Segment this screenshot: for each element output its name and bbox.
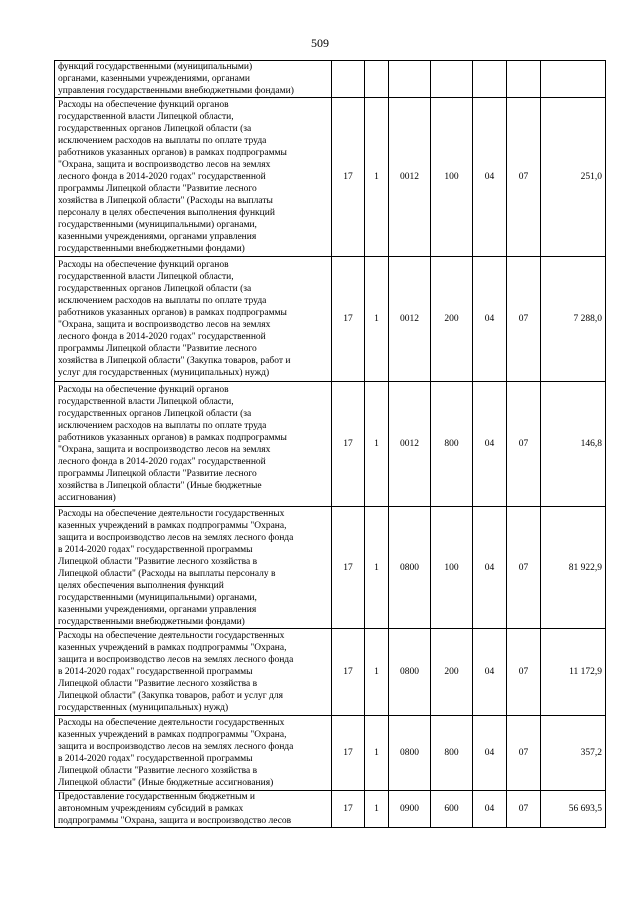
code-cell: 600 — [431, 791, 473, 828]
code-cell — [389, 61, 431, 98]
code-cell: 100 — [431, 98, 473, 257]
code-cell: 100 — [431, 507, 473, 629]
code-cell: 07 — [507, 507, 541, 629]
amount-cell — [541, 61, 606, 98]
code-cell: 04 — [473, 382, 507, 507]
row-description: Расходы на обеспечение функций органов государственной власти Липецкой области, государственных органов Липецкой области (за исключением расходов на выплаты по оплате труда работников указанных органов) в рамках подпрограммы "Охрана, защита и воспроизводство лесов на землях лесного фонда в 2014-2020 годах" государственной программы Липецкой области "Развитие лесного хозяйства в Липецкой области" (Закупка товаров, работ и услуг для государственных (муниципальных) нужд) — [55, 257, 332, 382]
amount-cell: 357,2 — [541, 716, 606, 791]
code-cell: 07 — [507, 629, 541, 716]
code-cell: 200 — [431, 257, 473, 382]
row-description: Расходы на обеспечение деятельности государственных казенных учреждений в рамках подпрограммы "Охрана, защита и воспроизводство лесов на землях лесного фонда в 2014-2020 годах" государственной программы Липецкой области "Развитие лесного хозяйства в Липецкой области" (Закупка товаров, работ и услуг для государственных (муниципальных) нужд) — [55, 629, 332, 716]
table-row — [55, 257, 606, 382]
table-row — [55, 507, 606, 629]
code-cell: 800 — [431, 716, 473, 791]
code-cell: 07 — [507, 257, 541, 382]
code-cell: 17 — [332, 257, 365, 382]
amount-cell: 56 693,5 — [541, 791, 606, 828]
table-row — [55, 716, 606, 791]
row-description: функций государственными (муниципальными) органами, казенными учреждениями, органами управления государственными внебюджетными фондами) — [55, 61, 332, 98]
code-cell: 0900 — [389, 791, 431, 828]
code-cell: 0012 — [389, 257, 431, 382]
code-cell: 04 — [473, 98, 507, 257]
table-row — [55, 629, 606, 716]
code-cell: 07 — [507, 716, 541, 791]
table-row — [55, 98, 606, 257]
code-cell — [473, 61, 507, 98]
code-cell: 0800 — [389, 629, 431, 716]
code-cell: 800 — [431, 382, 473, 507]
code-cell: 17 — [332, 716, 365, 791]
code-cell: 04 — [473, 257, 507, 382]
code-cell: 1 — [365, 257, 389, 382]
row-description: Расходы на обеспечение деятельности государственных казенных учреждений в рамках подпрограммы "Охрана, защита и воспроизводство лесов на землях лесного фонда в 2014-2020 годах" государственной программы Липецкой области "Развитие лесного хозяйства в Липецкой области" (Иные бюджетные ассигнования) — [55, 716, 332, 791]
code-cell: 1 — [365, 382, 389, 507]
row-description: Расходы на обеспечение функций органов государственной власти Липецкой области, государственных органов Липецкой области (за исключением расходов на выплаты по оплате труда работников указанных органов) в рамках подпрограммы "Охрана, защита и воспроизводство лесов на землях лесного фонда в 2014-2020 годах" государственной программы Липецкой области "Развитие лесного хозяйства в Липецкой области" (Расходы на выплаты персоналу в целях обеспечения выполнения функций государственными (муниципальными) органами, казенными учреждениями, органами управления государственными внебюджетными фондами) — [55, 98, 332, 257]
code-cell: 1 — [365, 507, 389, 629]
code-cell: 1 — [365, 716, 389, 791]
code-cell: 04 — [473, 507, 507, 629]
budget-table — [54, 60, 606, 828]
code-cell: 04 — [473, 629, 507, 716]
code-cell — [507, 61, 541, 98]
code-cell: 1 — [365, 98, 389, 257]
amount-cell: 7 288,0 — [541, 257, 606, 382]
code-cell: 1 — [365, 629, 389, 716]
code-cell: 07 — [507, 382, 541, 507]
table-row — [55, 61, 606, 98]
code-cell: 17 — [332, 382, 365, 507]
code-cell — [431, 61, 473, 98]
code-cell — [365, 61, 389, 98]
row-description: Предоставление государственным бюджетным и автономным учреждениям субсидий в рамках подпрограммы "Охрана, защита и воспроизводство лесов — [55, 791, 332, 828]
code-cell — [332, 61, 365, 98]
code-cell: 17 — [332, 98, 365, 257]
amount-cell: 81 922,9 — [541, 507, 606, 629]
amount-cell: 251,0 — [541, 98, 606, 257]
code-cell: 0800 — [389, 716, 431, 791]
code-cell: 0012 — [389, 98, 431, 257]
table-row — [55, 791, 606, 828]
code-cell: 07 — [507, 791, 541, 828]
row-description: Расходы на обеспечение деятельности государственных казенных учреждений в рамках подпрограммы "Охрана, защита и воспроизводство лесов на землях лесного фонда в 2014-2020 годах" государственной программы Липецкой области "Развитие лесного хозяйства в Липецкой области" (Расходы на выплаты персоналу в целях обеспечения выполнения функций государственными (муниципальными) органами, казенными учреждениями, органами управления государственными внебюджетными фондами) — [55, 507, 332, 629]
code-cell: 200 — [431, 629, 473, 716]
code-cell: 1 — [365, 791, 389, 828]
code-cell: 17 — [332, 629, 365, 716]
code-cell: 04 — [473, 716, 507, 791]
amount-cell: 11 172,9 — [541, 629, 606, 716]
code-cell: 0800 — [389, 507, 431, 629]
code-cell: 07 — [507, 98, 541, 257]
code-cell: 17 — [332, 507, 365, 629]
code-cell: 04 — [473, 791, 507, 828]
amount-cell: 146,8 — [541, 382, 606, 507]
row-description: Расходы на обеспечение функций органов государственной власти Липецкой области, государственных органов Липецкой области (за исключением расходов на выплаты по оплате труда работников указанных органов) в рамках подпрограммы "Охрана, защита и воспроизводство лесов на землях лесного фонда в 2014-2020 годах" государственной программы Липецкой области "Развитие лесного хозяйства в Липецкой области" (Иные бюджетные ассигнования) — [55, 382, 332, 507]
table-row — [55, 382, 606, 507]
code-cell: 17 — [332, 791, 365, 828]
code-cell: 0012 — [389, 382, 431, 507]
page-number: 509 — [311, 36, 329, 50]
